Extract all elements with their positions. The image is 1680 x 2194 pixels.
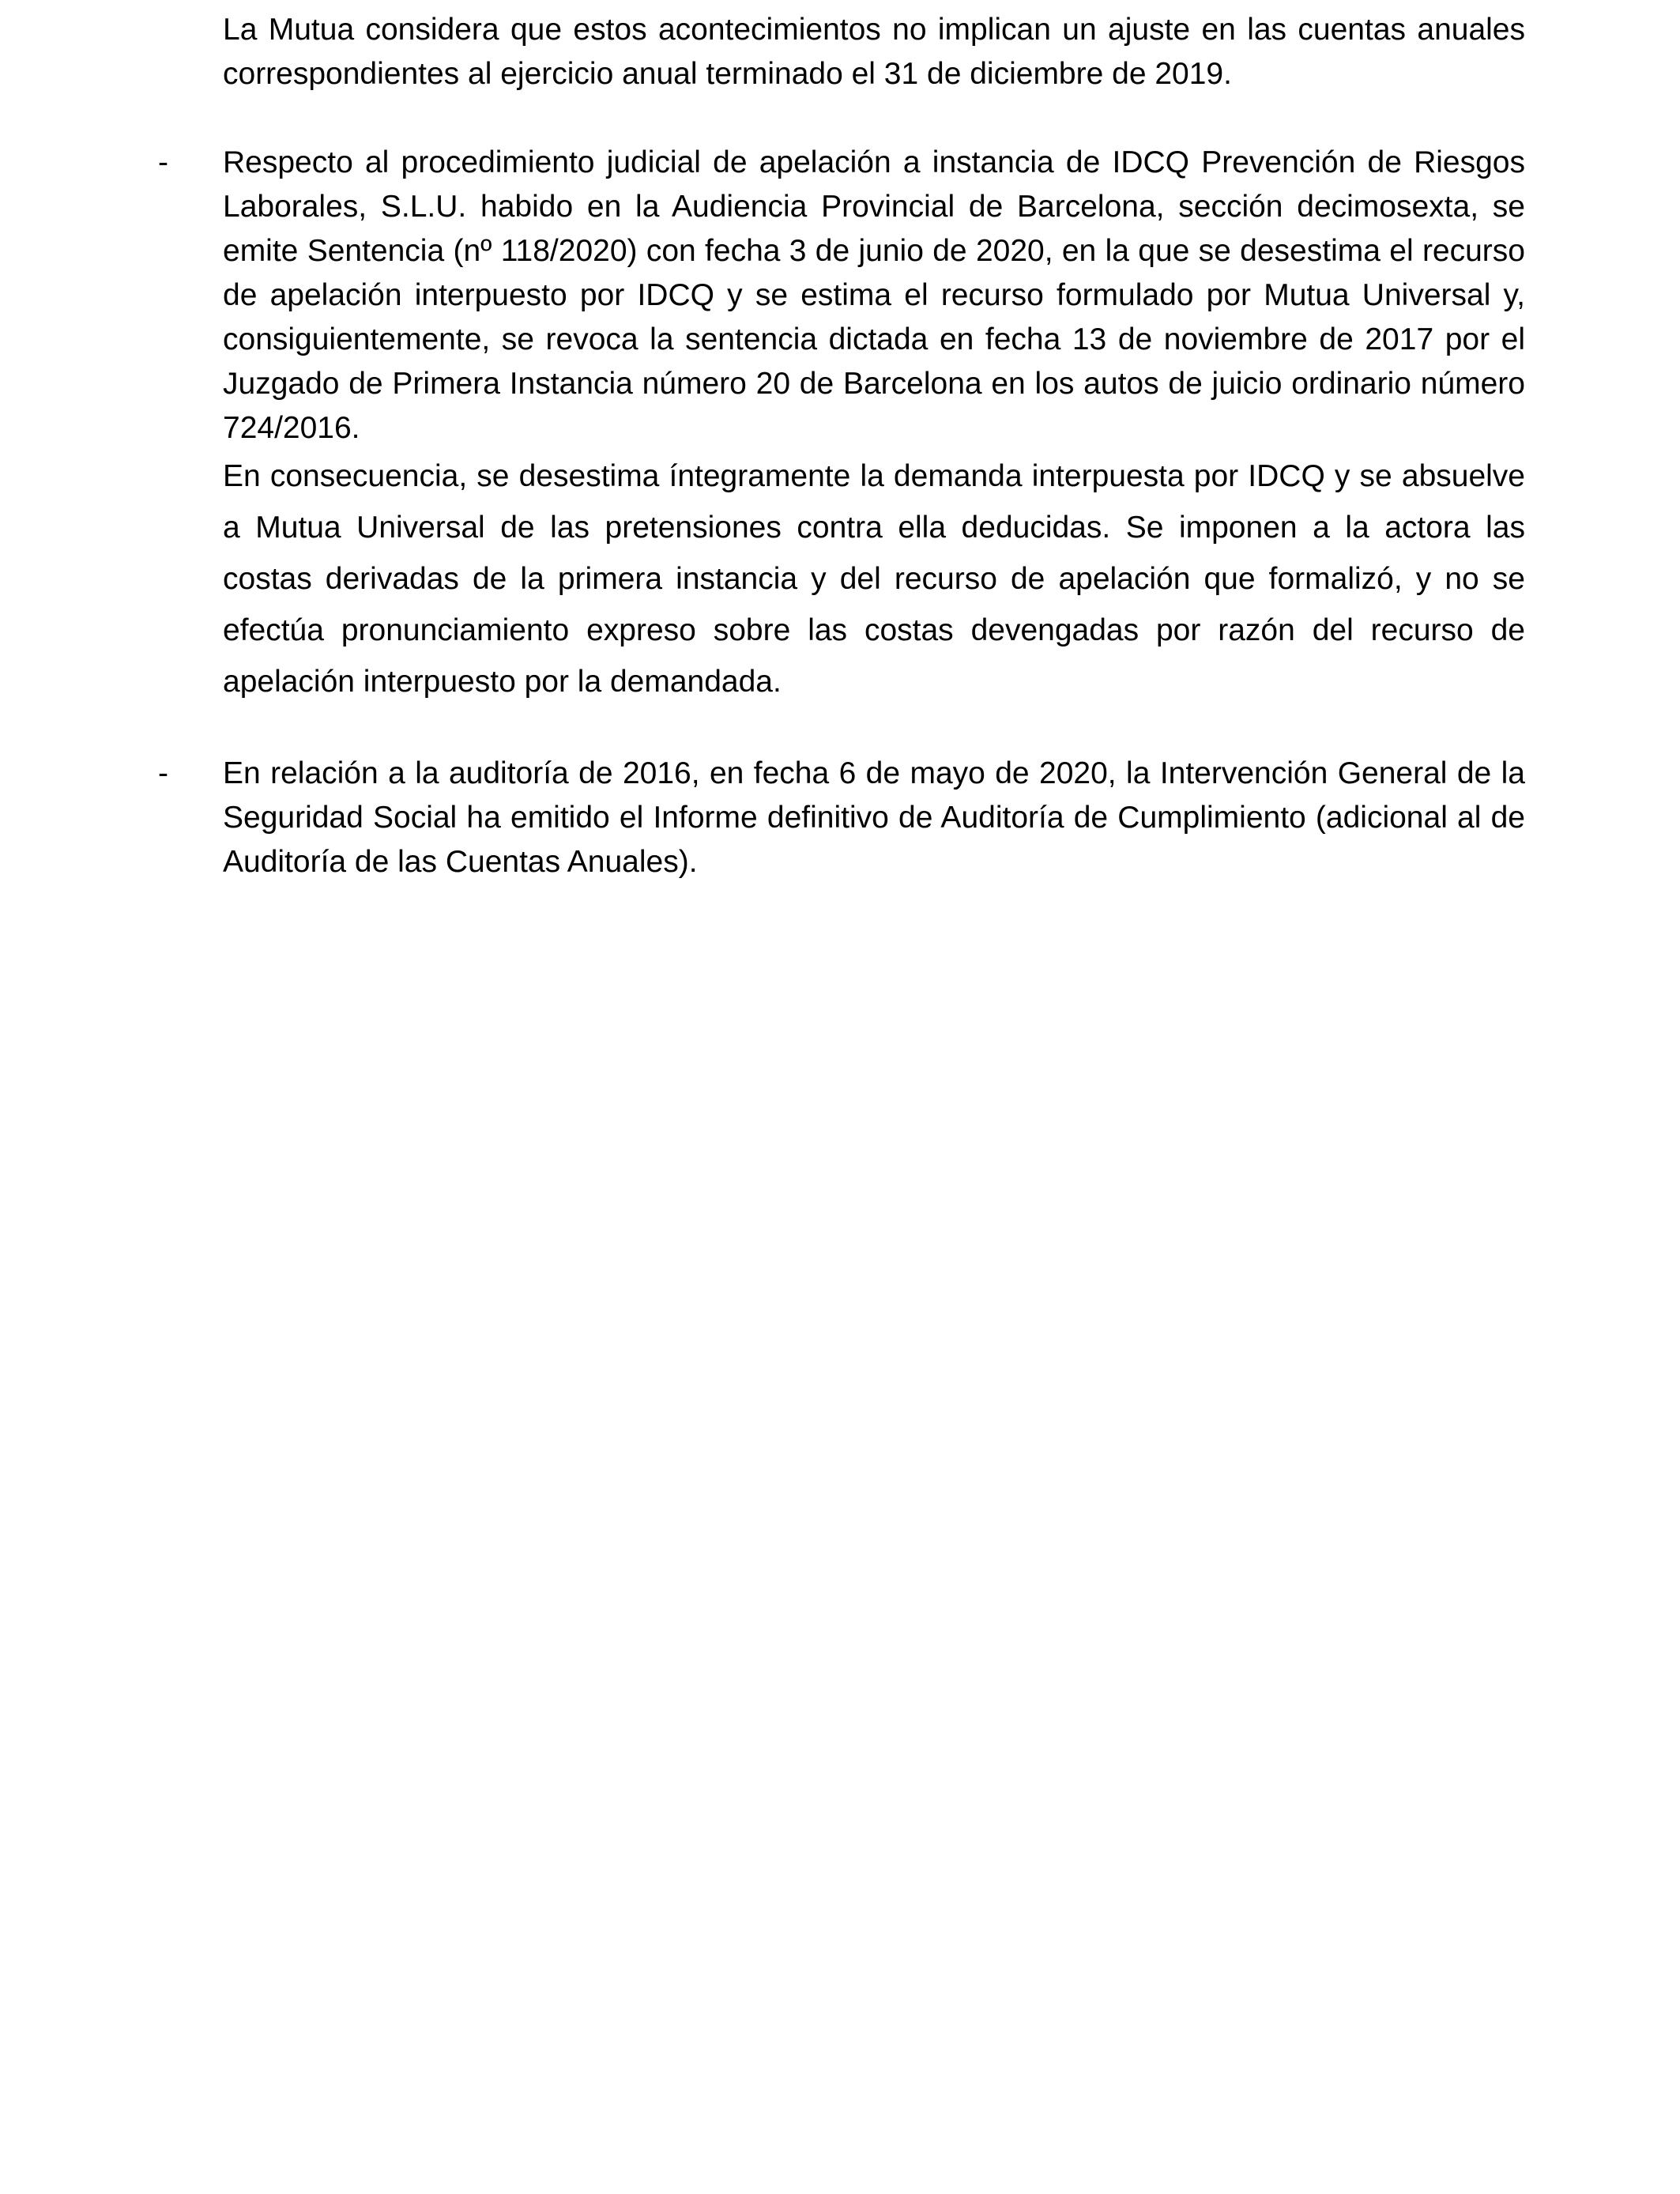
bullet-item-auditoria [158,752,1525,884]
auditoria-paragraph: En relación a la auditoría de 2016, en fecha 6 de mayo de 2020, la Intervención General de la Seguridad Social ha emitido el Informe definitivo de Auditoría de Cumplimiento (adicional al de Auditoría de las Cuentas Anuales). [223,756,1525,879]
consecuencia-paragraph: En consecuencia, se desestima íntegramente la demanda interpuesta por IDCQ y se absuelve a Mutua Universal de las pretensiones contra ella deducidas. Se imponen a la actora las costas derivadas de la primera instancia y del recurso de apelación que formalizó, y no se efectúa pronunciamiento expreso sobre las costas devengadas por razón del recurso de apelación interpuesto por la demandada. [223,459,1525,699]
document-body [158,8,1525,884]
intro-block [158,8,1525,96]
bullet-dash: - [158,756,168,790]
sentencia-paragraph: Respecto al procedimiento judicial de apelación a instancia de IDCQ Prevención de Riesgos Laborales, S.L.U. habido en la Audiencia Provincial de Barcelona, sección decimosexta, se emite Sentencia (nº 118/2020) con fecha 3 de junio de 2020, en la que se desestima el recurso de apelación interpuesto por IDCQ y se estima el recurso formulado por Mutua Universal y, consiguientemente, se revoca la sentencia dictada en fecha 13 de noviembre de 2017 por el Juzgado de Primera Instancia número 20 de Barcelona en los autos de juicio ordinario número 724/2016. [223,145,1525,445]
bullet-item-sentencia [158,141,1525,707]
bullet-dash: - [158,145,168,179]
paragraph-spacer [158,96,1525,141]
intro-paragraph: La Mutua considera que estos acontecimientos no implican un ajuste en las cuentas anuales correspondientes al ejercicio anual terminado el 31 de diciembre de 2019. [223,13,1525,91]
paragraph-spacer [158,707,1525,752]
